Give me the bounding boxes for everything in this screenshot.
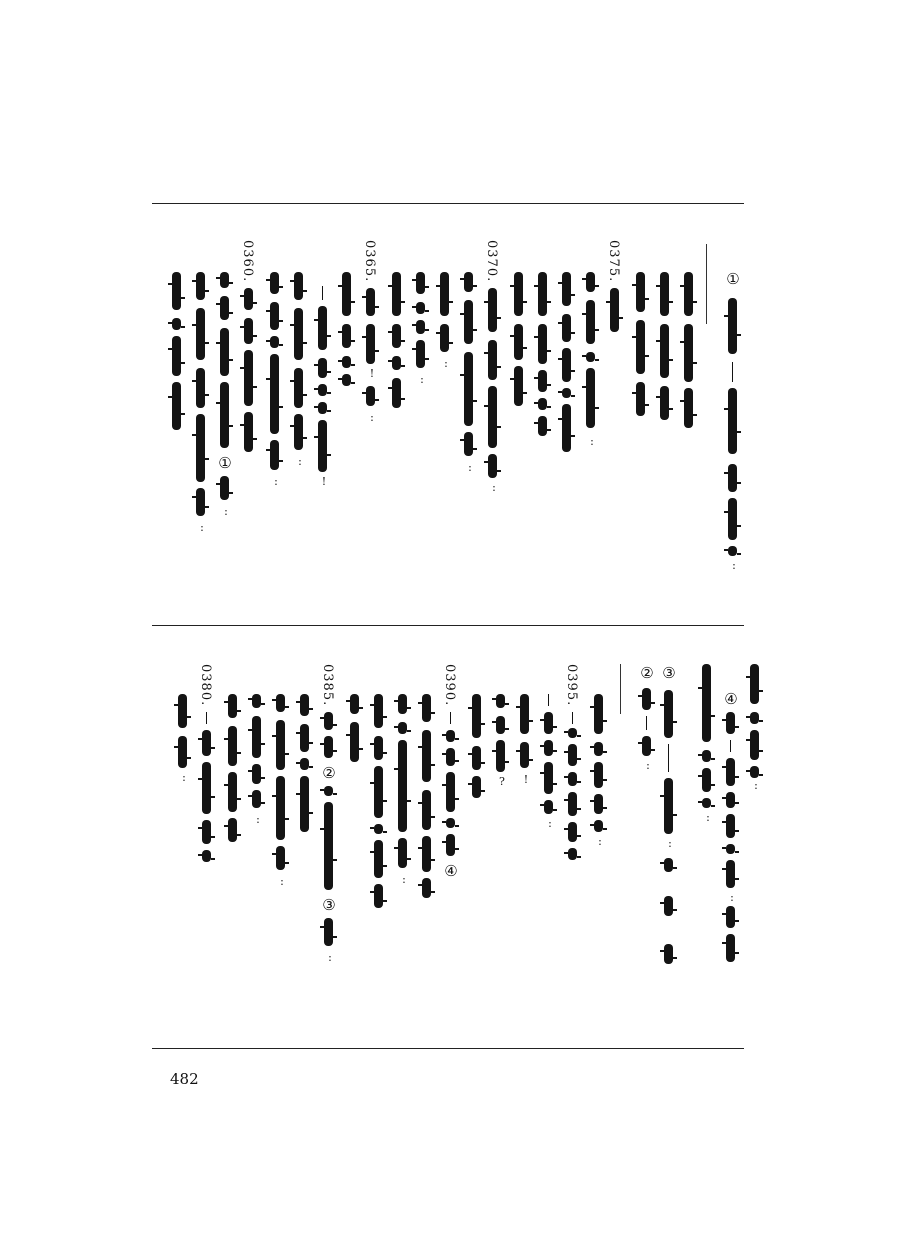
punctuation: : [492, 481, 496, 494]
script-word [172, 272, 181, 310]
script-word [702, 768, 711, 792]
script-word [568, 822, 577, 842]
script-word [636, 272, 645, 312]
script-word [594, 820, 603, 832]
text-column [214, 272, 236, 532]
script-word [350, 694, 359, 714]
footnote-column [696, 664, 718, 824]
script-word [244, 350, 253, 406]
script-word [252, 716, 261, 758]
script-word [422, 790, 431, 830]
script-word [374, 824, 383, 834]
script-word [684, 272, 693, 316]
script-word [270, 336, 279, 348]
punctuation: : [646, 759, 650, 772]
script-word [544, 740, 553, 756]
verse-number: 0385. [320, 664, 335, 707]
script-word [398, 740, 407, 832]
script-word [488, 288, 497, 332]
verse-number: 0390. [442, 664, 457, 707]
script-word [392, 356, 401, 370]
text-column [416, 694, 438, 914]
script-word [514, 366, 523, 406]
script-word [750, 766, 759, 778]
script-word [196, 488, 205, 516]
script-word [276, 776, 285, 840]
script-word [446, 772, 455, 812]
footnote-marker: ③ [320, 896, 338, 914]
script-word [464, 300, 473, 344]
script-word [586, 368, 595, 428]
punctuation: : [468, 461, 472, 474]
script-word [726, 844, 735, 854]
script-word [318, 420, 327, 472]
script-word [488, 386, 497, 448]
text-column [434, 272, 456, 392]
script-word [636, 382, 645, 416]
footnote-separator-upper [706, 244, 707, 324]
bottom-rule [152, 1048, 744, 1049]
script-word [300, 758, 309, 770]
script-word [366, 324, 375, 364]
script-word [726, 712, 735, 734]
script-word [568, 728, 577, 738]
script-word [520, 694, 529, 734]
script-word [196, 308, 205, 360]
script-word [664, 896, 673, 916]
script-word [416, 340, 425, 368]
script-word [496, 716, 505, 734]
script-word [300, 724, 309, 752]
footnote-marker: ② [320, 764, 338, 782]
script-word [496, 694, 505, 708]
text-column [392, 694, 414, 894]
script-word [594, 794, 603, 814]
script-word [538, 324, 547, 364]
text-column [508, 272, 530, 492]
script-word [726, 792, 735, 808]
footnote-marker: ④ [442, 862, 460, 880]
punctuation: : [298, 455, 302, 468]
punctuation: : [182, 771, 186, 784]
text-column [368, 694, 390, 914]
dash [668, 744, 669, 772]
text-column [312, 286, 334, 486]
punctuation: ! [369, 367, 375, 380]
punctuation: : [328, 951, 332, 964]
script-word [350, 722, 359, 762]
script-word [422, 878, 431, 898]
script-word [318, 384, 327, 396]
script-word [664, 944, 673, 964]
script-word [324, 918, 333, 946]
verse-number: 0375. [606, 240, 621, 283]
middle-rule [152, 625, 744, 626]
script-word [750, 712, 759, 724]
footnote-marker: ① [724, 270, 742, 288]
script-word [660, 272, 669, 316]
top-rule [152, 203, 744, 204]
text-column [556, 272, 578, 492]
script-word [440, 272, 449, 316]
punctuation: : [280, 875, 284, 888]
punctuation: : [256, 813, 260, 826]
page-number: 482 [170, 1070, 199, 1088]
script-word [520, 742, 529, 768]
script-word [562, 348, 571, 382]
script-word [244, 412, 253, 452]
script-word [202, 730, 211, 756]
dash [572, 712, 573, 724]
script-word [374, 766, 383, 818]
punctuation: : [274, 475, 278, 488]
script-word [446, 730, 455, 742]
script-word [726, 934, 735, 962]
punctuation: : [668, 837, 672, 850]
verse-column [604, 240, 626, 360]
text-column [264, 272, 286, 492]
punctuation: : [730, 891, 734, 904]
text-column [588, 694, 610, 854]
text-column [654, 272, 676, 392]
verse-column [440, 664, 462, 924]
script-word [294, 308, 303, 360]
script-word [496, 740, 505, 772]
script-word [342, 324, 351, 348]
punctuation: : [200, 521, 204, 534]
script-word [416, 302, 425, 314]
script-word [202, 820, 211, 844]
text-column [490, 694, 512, 834]
script-word [422, 694, 431, 722]
dash [322, 286, 323, 300]
script-word [276, 694, 285, 712]
script-word [702, 798, 711, 808]
verse-column [562, 664, 584, 864]
script-word [472, 694, 481, 738]
text-column [410, 272, 432, 432]
script-word [568, 772, 577, 786]
footnote-column [722, 270, 744, 570]
verse-number: 0370. [484, 240, 499, 283]
script-word [728, 464, 737, 492]
script-word [276, 846, 285, 870]
script-word [538, 370, 547, 392]
script-word [374, 736, 383, 760]
text-column [294, 694, 316, 834]
script-word [488, 454, 497, 478]
script-word [562, 388, 571, 398]
punctuation: : [706, 811, 710, 824]
script-word [324, 736, 333, 758]
script-word [422, 836, 431, 872]
script-word [726, 860, 735, 888]
script-word [538, 398, 547, 410]
text-column [538, 694, 560, 874]
script-word [702, 664, 711, 742]
script-word [728, 546, 737, 556]
punctuation: ? [499, 775, 505, 788]
script-word [568, 792, 577, 816]
script-word [544, 800, 553, 814]
script-word [446, 834, 455, 856]
footnote-marker: ④ [722, 690, 740, 708]
script-word [318, 402, 327, 414]
script-word [294, 414, 303, 450]
script-word [664, 778, 673, 834]
script-word [342, 374, 351, 386]
text-column [458, 272, 480, 492]
script-word [252, 764, 261, 784]
punctuation: : [754, 779, 758, 792]
script-word [514, 272, 523, 316]
script-word [416, 320, 425, 334]
script-word [472, 776, 481, 798]
punctuation: : [598, 835, 602, 848]
script-word [300, 694, 309, 716]
dash [646, 716, 647, 730]
script-word [594, 742, 603, 756]
verse-number: 0360. [240, 240, 255, 283]
punctuation: : [548, 817, 552, 830]
script-word [562, 404, 571, 452]
script-word [318, 306, 327, 350]
script-word [374, 884, 383, 908]
text-column [288, 272, 310, 492]
text-column [270, 694, 292, 894]
footnote-marker: ① [216, 454, 234, 472]
script-word [726, 814, 735, 838]
script-word [642, 736, 651, 756]
script-word [446, 818, 455, 828]
punctuation: : [420, 373, 424, 386]
script-word [178, 736, 187, 768]
text-column [344, 694, 366, 774]
text-column [744, 664, 766, 792]
script-word [220, 328, 229, 376]
script-word [270, 440, 279, 470]
script-word [562, 314, 571, 342]
text-column [336, 272, 358, 412]
script-word [300, 776, 309, 832]
text-column [678, 272, 700, 392]
script-word [366, 288, 375, 316]
script-word [728, 298, 737, 354]
script-word [440, 324, 449, 352]
text-column [386, 272, 408, 432]
script-word [594, 762, 603, 788]
script-word [464, 272, 473, 292]
script-word [660, 386, 669, 420]
script-word [294, 368, 303, 408]
script-word [342, 356, 351, 368]
punctuation: : [370, 411, 374, 424]
verse-column [238, 240, 260, 500]
script-word [392, 378, 401, 408]
script-word [270, 302, 279, 330]
script-word [398, 722, 407, 734]
script-word [270, 354, 279, 434]
punctuation: : [732, 559, 736, 572]
script-word [568, 848, 577, 860]
script-word [252, 790, 261, 808]
verse-number: 0365. [362, 240, 377, 283]
script-word [270, 272, 279, 294]
script-word [610, 288, 619, 332]
script-word [544, 712, 553, 734]
script-word [294, 272, 303, 300]
script-word [228, 772, 237, 812]
script-word [702, 750, 711, 762]
dash [732, 362, 733, 382]
script-word [636, 320, 645, 374]
script-word [202, 762, 211, 814]
script-word [172, 318, 181, 330]
verse-column [360, 240, 382, 440]
script-word [642, 688, 651, 710]
script-word [684, 324, 693, 382]
script-word [464, 352, 473, 426]
footnote-column [720, 690, 742, 980]
script-word [538, 416, 547, 436]
text-column [532, 272, 554, 492]
script-word [178, 694, 187, 728]
script-word [220, 296, 229, 320]
punctuation: : [402, 873, 406, 886]
script-word [196, 272, 205, 300]
script-word [220, 382, 229, 448]
script-word [392, 272, 401, 316]
script-word [172, 382, 181, 430]
script-word [196, 414, 205, 482]
punctuation: : [590, 435, 594, 448]
script-word [472, 746, 481, 770]
text-column [222, 694, 244, 894]
text-column [172, 694, 194, 814]
script-word [684, 388, 693, 428]
text-column [466, 694, 488, 834]
footnote-marker: ② [638, 664, 656, 682]
script-word [220, 476, 229, 500]
script-word [324, 712, 333, 730]
script-word [726, 758, 735, 786]
verse-column [318, 664, 340, 984]
script-word [196, 368, 205, 408]
script-word [398, 694, 407, 714]
dash [450, 712, 451, 724]
footnote-column [658, 664, 680, 994]
script-word [750, 730, 759, 760]
punctuation: ! [321, 475, 327, 488]
script-word [728, 388, 737, 454]
text-column [246, 694, 268, 834]
script-word [664, 858, 673, 872]
script-word [660, 324, 669, 378]
script-word [202, 850, 211, 862]
script-word [514, 324, 523, 360]
script-word [252, 694, 261, 708]
dash [730, 740, 731, 752]
script-word [488, 340, 497, 380]
punctuation: : [444, 357, 448, 370]
script-word [586, 300, 595, 344]
script-word [374, 694, 383, 728]
text-column [514, 694, 536, 834]
text-column [190, 272, 212, 552]
footnote-column [636, 664, 658, 784]
script-word [586, 272, 595, 292]
script-word [728, 498, 737, 540]
script-word [228, 726, 237, 766]
script-word [228, 694, 237, 718]
text-column [630, 272, 652, 392]
script-word [446, 748, 455, 766]
script-word [422, 730, 431, 782]
script-word [244, 318, 253, 344]
script-word [416, 272, 425, 294]
script-word [664, 690, 673, 738]
dash [206, 712, 207, 724]
script-word [586, 352, 595, 362]
verse-column [482, 240, 504, 500]
script-word [342, 272, 351, 316]
script-word [392, 324, 401, 348]
script-word [324, 802, 333, 890]
script-word [220, 272, 229, 288]
script-word [228, 818, 237, 842]
script-word [398, 838, 407, 868]
verse-number: 0380. [198, 664, 213, 707]
script-word [544, 762, 553, 794]
script-word [726, 906, 735, 928]
script-word [568, 744, 577, 766]
footnote-separator-lower [620, 664, 621, 714]
script-word [538, 272, 547, 316]
script-word [464, 432, 473, 456]
script-word [374, 840, 383, 878]
script-word [324, 786, 333, 796]
punctuation: ! [523, 773, 529, 786]
verse-number: 0395. [564, 664, 579, 707]
text-column [580, 272, 602, 492]
script-word [750, 664, 759, 704]
script-word [594, 694, 603, 734]
script-word [172, 336, 181, 376]
script-word [318, 358, 327, 378]
script-word [366, 386, 375, 406]
punctuation: : [224, 505, 228, 518]
footnote-marker: ③ [660, 664, 678, 682]
dash [548, 694, 549, 706]
script-word [276, 720, 285, 770]
text-column [166, 272, 188, 432]
script-word [562, 272, 571, 306]
script-word [244, 288, 253, 310]
verse-column [196, 664, 218, 894]
